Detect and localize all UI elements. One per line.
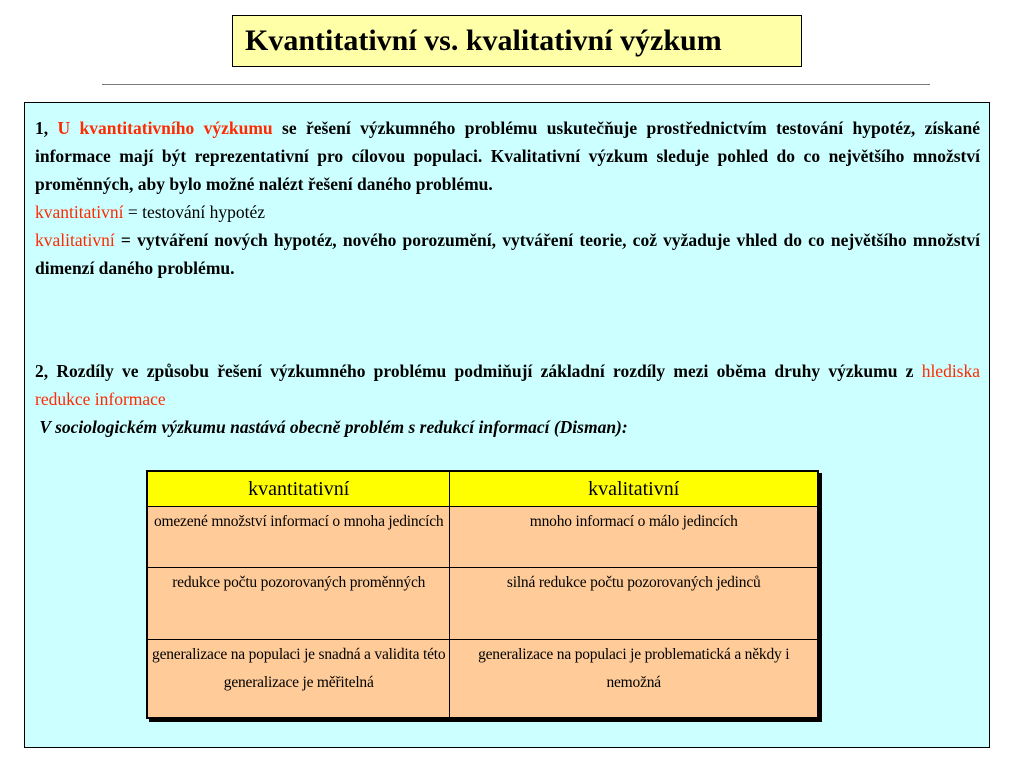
table-header-qualitative: kvalitativní [450,471,818,507]
table-row [147,640,818,719]
table-row [147,507,818,568]
definition-qualitative [35,226,980,282]
section-1-paragraph [35,114,980,198]
slide-title: Kvantitativní vs. kvalitativní výzkum [232,15,802,67]
table-row [147,568,818,640]
section-1-number: 1, [35,118,49,138]
section-2-highlight: hlediska redukce informace [35,361,981,409]
definition-quantitative-text: = testování hypotéz [127,202,266,222]
table-cell: redukce počtu pozorovaných proměnných [147,568,450,640]
section-1-text: se řešení výzkumného problému uskutečňuje prostřednictvím testování hypotéz, získané informace mají být reprezentativní pro cílovou populaci. Kvalitativní výzkum sleduje pohled do co největšího množství proměnných, aby bylo možné nalézt řešení daného problému. [35,118,981,194]
table-cell: generalizace na populaci je problematická a někdy i nemožná [450,640,818,719]
comparison-table [146,470,819,719]
definition-quantitative-term: kvantitativní [35,202,124,222]
table-cell: omezené množství informací o mnoha jedincích [147,507,450,568]
section-2-text: 2, Rozdíly ve způsobu řešení výzkumného problému podmiňují základní rozdíly mezi oběma druhy výzkumu z [35,361,914,381]
table-cell: silná redukce počtu pozorovaných jedinců [450,568,818,640]
title-divider [102,84,930,85]
definition-qualitative-text: = vytváření nových hypotéz, nového porozumění, vytváření teorie, což vyžaduje vhled do co největšího množství dimenzí daného problému. [35,230,980,278]
table-cell: generalizace na populaci je snadná a validita této generalizace je měřitelná [147,640,450,719]
section-1 [35,114,980,282]
table-cell: mnoho informací o málo jedincích [450,507,818,568]
definition-qualitative-term: kvalitativní [35,230,115,250]
section-2-note-text: V sociologickém výzkumu nastává obecně problém s redukcí informací (Disman): [39,417,628,437]
table-header-row [147,471,818,507]
section-2-note [35,413,980,441]
content-panel [24,102,990,748]
section-1-highlight: U kvantitativního výzkumu [57,118,273,138]
table-header-quantitative: kvantitativní [147,471,450,507]
section-2-paragraph [35,357,980,413]
section-2 [35,357,980,441]
definition-quantitative [35,198,980,226]
